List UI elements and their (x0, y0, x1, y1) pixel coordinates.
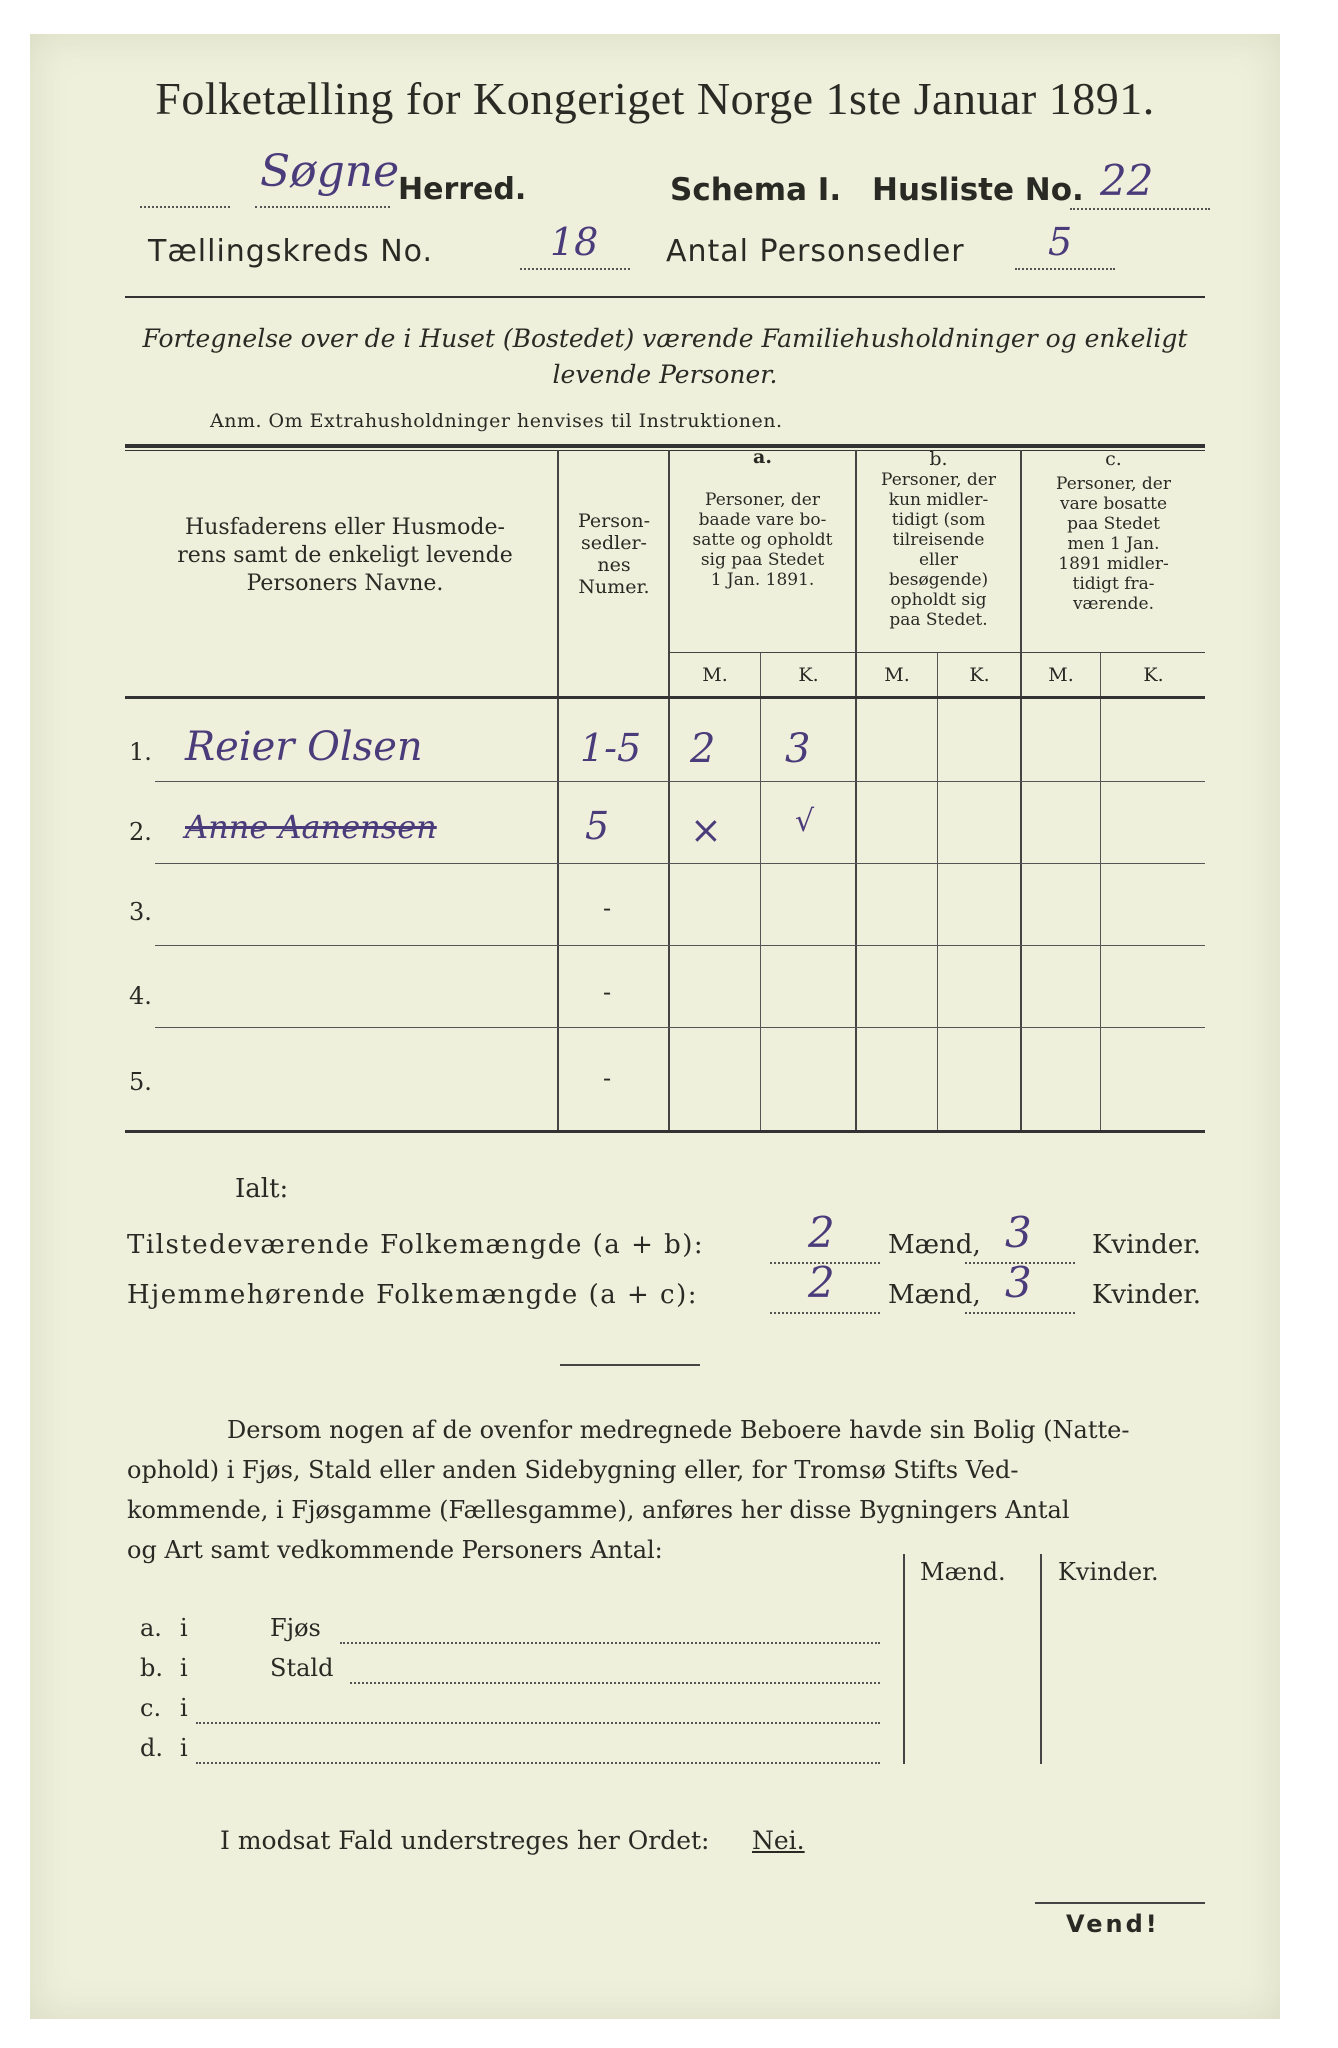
census-form-page (30, 34, 1280, 2019)
row-sedler: - (603, 1064, 612, 1092)
husliste-value: 22 (1100, 156, 1154, 205)
col-header-b: Personer, der kun midler- tidigt (som tilreisende eller besøgende) opholdt sig paa Stedet. (881, 470, 996, 630)
herred-leader (140, 172, 230, 208)
row-sedler: - (603, 894, 612, 922)
row-a-k: √ (795, 804, 815, 839)
row-sedler: - (603, 978, 612, 1006)
col-a-letter: a. (753, 446, 772, 468)
hjemme-k: 3 (1005, 1258, 1032, 1307)
hjemme-label: Hjemmehørende Folkemængde (a + c): (127, 1280, 698, 1310)
form-title: Folketælling for Kongeriget Norge 1ste Januar 1891. (155, 73, 1155, 124)
row-name: Anne Aanensen (185, 808, 437, 846)
buildings-col-kvinder: Kvinder. (1058, 1558, 1159, 1586)
husliste-label: Husliste No. (872, 172, 1084, 208)
kreds-label: Tællingskreds No. (148, 234, 433, 269)
mk-top-rule (670, 652, 1205, 653)
nei-word: Nei. (752, 1826, 805, 1855)
col-c-letter: c. (1105, 448, 1122, 470)
table-row: 3. - (125, 864, 1205, 946)
a-m-label: M. (702, 664, 728, 686)
hjemme-kvinder: Kvinder. (1092, 1280, 1202, 1310)
tilstede-m: 2 (808, 1208, 835, 1257)
hjemme-maend: Mænd, (888, 1280, 981, 1310)
row-sedler: 5 (585, 804, 610, 848)
anm-note: Anm. Om Extrahusholdninger henvises til Instruktionen. (210, 410, 783, 432)
vend-text: Vend! (1066, 1910, 1160, 1938)
table-header-bottom-border (125, 696, 1205, 699)
ialt-label: Ialt: (235, 1174, 289, 1204)
intro-line-1: Fortegnelse over de i Huset (Bostedet) værende Familiehusholdninger og enkeligt (142, 324, 1188, 353)
c-k-label: K. (1143, 664, 1164, 686)
table-row: 1. Reier Olsen 1-5 2 3 (125, 700, 1205, 782)
short-divider (560, 1364, 700, 1366)
table-row: 4. - (125, 946, 1205, 1028)
personsedler-label: Antal Personsedler (666, 234, 965, 269)
col-header-a: Personer, der baade vare bo- satte og opholdt sig paa Stedet 1 Jan. 1891. (692, 490, 833, 590)
tilstede-label: Tilstedeværende Folkemængde (a + b): (127, 1230, 705, 1260)
buildings-vline-1 (903, 1554, 905, 1764)
herred-label: Herred. (398, 172, 527, 207)
building-row-fjos: a. i Fjøs (140, 1614, 900, 1654)
table-bottom-border (125, 1130, 1205, 1133)
building-row-c: c. i (140, 1694, 900, 1734)
table-row: 5. - (129, 1064, 612, 1096)
vend-rule (1035, 1902, 1205, 1904)
a-k-label: K. (798, 664, 819, 686)
row-a-m: × (690, 808, 722, 852)
personsedler-value: 5 (1048, 220, 1073, 264)
col-header-number: Person- sedler- nes Numer. (577, 510, 651, 598)
building-row-stald: b. i Stald (140, 1654, 900, 1694)
header-divider (125, 296, 1205, 298)
row-sedler: 1-5 (580, 726, 642, 770)
modsat-text: I modsat Fald understreges her Ordet: (220, 1826, 710, 1855)
table-body (125, 700, 1205, 1130)
tilstede-kvinder: Kvinder. (1092, 1230, 1202, 1260)
b-k-label: K. (969, 664, 990, 686)
herred-value-line (255, 172, 390, 208)
buildings-paragraph: Dersom nogen af de ovenfor medregnede Beboere havde sin Bolig (Natte- ophold) i Fjøs, Stald eller anden Sidebygning eller, for Tromsø Stifts Ved- kommende, i Fjøsgamme (Fællesgamme), anføres her disse Bygningers Antal og Art samt vedkommende Personers Antal: (127, 1416, 1130, 1564)
col-header-c: Personer, der vare bosatte paa Stedet men 1 Jan. 1891 midler- tidigt fra- værende. (1056, 474, 1171, 614)
intro-line-2: levende Personer. (552, 360, 778, 389)
tilstede-k: 3 (1005, 1208, 1032, 1257)
buildings-vline-2 (1040, 1554, 1042, 1764)
c-m-label: M. (1048, 664, 1074, 686)
row-a-m: 2 (690, 726, 716, 772)
tilstede-maend: Mænd, (888, 1230, 981, 1260)
col-header-names: Husfaderens eller Husmode- rens samt de enkeligt levende Personers Navne. (177, 515, 513, 596)
buildings-col-maend: Mænd. (920, 1558, 1006, 1586)
herred-value: Søgne (260, 146, 400, 197)
col-b-letter: b. (929, 448, 948, 470)
b-m-label: M. (884, 664, 910, 686)
table-row: 2. Anne Aanensen 5 × √ (125, 782, 1205, 864)
kreds-value: 18 (550, 220, 599, 264)
building-row-d: d. i (140, 1734, 900, 1774)
row-a-k: 3 (785, 726, 811, 772)
schema-label: Schema I. (670, 172, 842, 208)
hjemme-m: 2 (808, 1258, 835, 1307)
row-name: Reier Olsen (185, 724, 423, 770)
